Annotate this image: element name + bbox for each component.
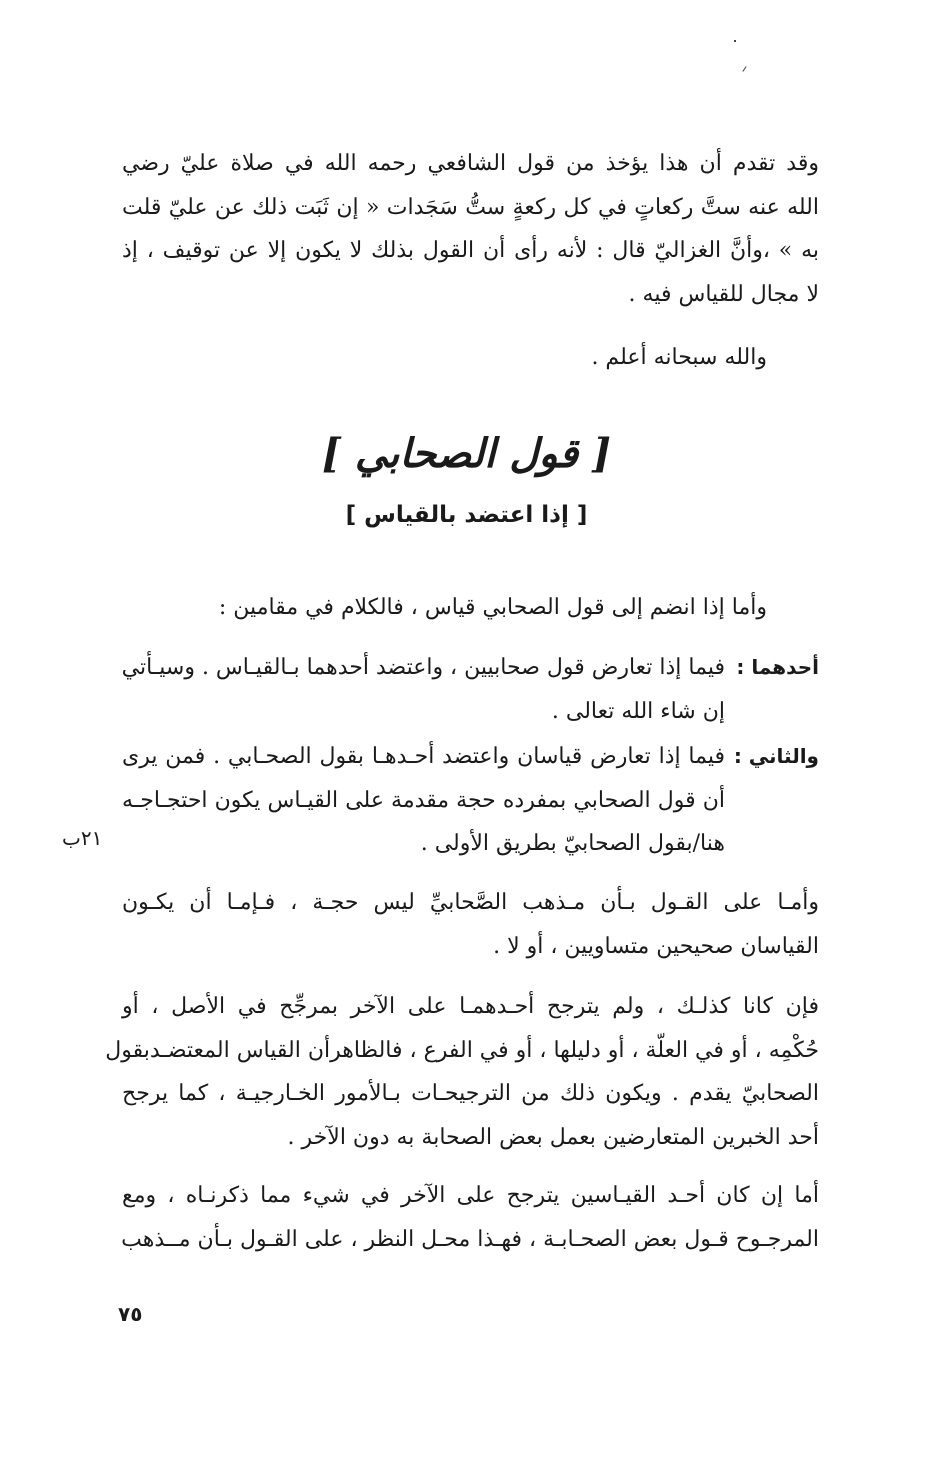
text-line: أحد الخبرين المتعارضين بعمل بعض الصحابة به دون الآخر . [287,1124,819,1150]
text-line: والله سبحانه أعلم . [591,345,767,370]
text-line: المرجـوح قـول بعض الصحـابـة ، فهـذا محـل النظر ، على القـول بـأن مــذهب [121,1226,819,1252]
folio-margin-note: ٢١ب [62,826,103,850]
text-line: وقد تقدم أن هذا يؤخذ من قول الشافعي رحمه الله في صلاة عليّ رضي [122,151,819,176]
first-case [122,646,819,733]
text-line: فيما إذا تعارض قول صحابيين ، واعتضد أحدهما بـالقيـاس . وسيـأتي [121,655,725,680]
page-number: ٧٥ [118,1302,143,1326]
text-line: إن شاء الله تعالى . [551,698,725,724]
lead-paragraph [122,586,819,630]
paragraph-c [122,1174,819,1261]
paragraph-b [105,985,820,1159]
text-line: حُكْمِه ، أو في العلّة ، أو دليلها ، أو في الفرع ، فالظاهرأن القياس المعتضـدبقول [105,1037,819,1063]
scan-mark [734,40,736,42]
text-line: فإن كانا كذلـك ، ولم يترجح أحـدهمـا على الآخر بمرجِّح في الأصل ، أو [122,994,820,1019]
section-subheading: [ إذا اعتضد بالقياس ] [345,502,588,528]
intro-paragraph [122,142,819,316]
second-case-label: والثاني : [733,744,819,768]
text-line: الله عنه ستَّ ركعاتٍ في كل ركعةٍ ستُّ سَجَدات « إن ثَبَت ذلك عن عليّ قلت [122,194,819,220]
text-line: الصحابيّ يقدم . ويكون ذلك من الترجيحـات بـالأمور الخـارجيـة ، كما يرجح [122,1081,819,1106]
text-line: وأمـا على القـول بـأن مـذهب الصَّحابيِّ ليس حجـة ، فـإمـا أن يكـون [122,890,819,915]
text-line: أما إن كان أحـد القيـاسين يترجح على الآخر في شيء مما ذكرنـاه ، ومع [122,1183,819,1208]
text-line: القياسان صحيحين متساويين ، أو لا . [493,933,819,959]
text-line: به » ،وأنَّ الغزاليّ قال : لأنه رأى أن القول بذلك لا يكون إلا عن توقيف ، إذ [122,238,819,263]
closing-line [122,336,819,380]
text-line: هنا/بقول الصحابيّ بطريق الأولى . [420,831,725,856]
second-case [122,735,819,866]
first-case-label: أحدهما : [736,655,819,679]
text-line: وأما إذا انضم إلى قول الصحابي قياس ، فالكلام في مقامين : [218,595,767,620]
section-heading: [ قول الصحابي ] [322,430,611,477]
scan-mark [742,66,746,71]
text-line: فيما إذا تعارض قياسان واعتضد أحـدهـا بقول الصحـابي . فمن يرى [122,744,725,769]
text-line: لا مجال للقياس فيه . [628,281,819,307]
text-line: أن قول الصحابي بمفرده حجة مقدمة على القيـاس يكون احتجـاجـه [122,787,725,813]
paragraph-a [122,881,819,968]
